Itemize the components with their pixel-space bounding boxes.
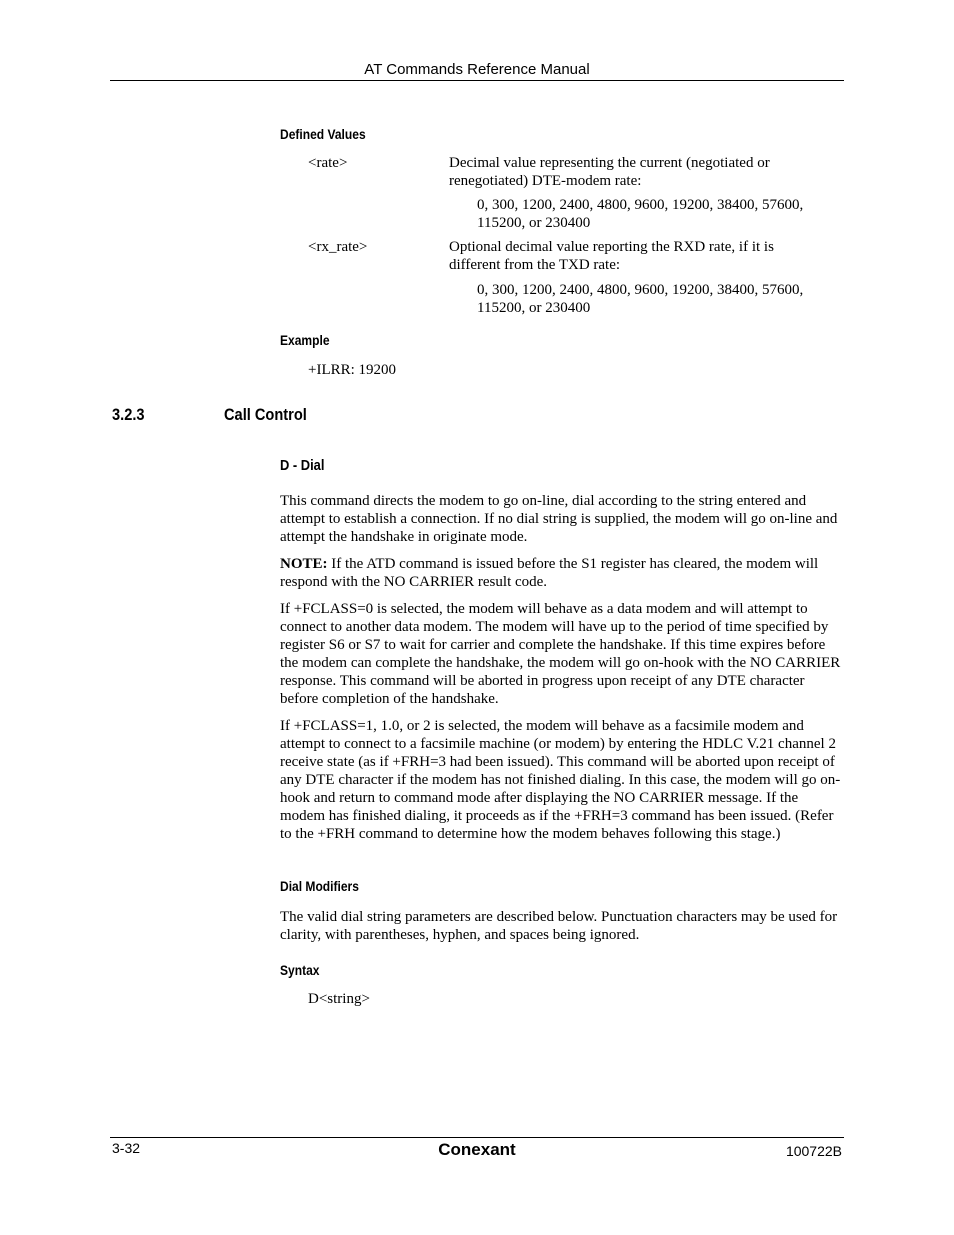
param-desc-rate: Decimal value representing the current (negotiated or renegotiated) DTE-modem rate:	[449, 155, 770, 189]
example-text: +ILRR: 19200	[308, 362, 397, 378]
footer-page-number: 3-32	[112, 1140, 141, 1156]
param-name-rx-rate: <rx_rate>	[308, 239, 368, 255]
footer-doc-number: 100722B	[785, 1143, 842, 1159]
header-rule	[110, 80, 844, 81]
param-name-rate: <rate>	[308, 155, 348, 171]
dial-paragraph-2: If +FCLASS=0 is selected, the modem will behave as a data modem and will attempt to connect to another data modem. The modem will have up to the period of time specified by register S6 or S7 to wait for carrier and complete the handshake. If this time expires before the modem can complete the handshake, the modem will go on-hook with the NO CARRIER response. This command will be aborted in progress upon receipt of any DTE character before completion of the handshake.	[280, 601, 841, 707]
param-values-rate: 0, 300, 1200, 2400, 4800, 9600, 19200, 38400, 57600, 115200, or 230400	[477, 197, 804, 231]
example-heading: Example	[280, 332, 330, 348]
footer-rule	[110, 1137, 844, 1138]
dial-paragraph-1: This command directs the modem to go on-line, dial according to the string entered and attempt to establish a connection. If no dial string is supplied, the modem will go on-line and attempt the handshake in originate mode.	[280, 493, 838, 545]
section-title: Call Control	[224, 405, 307, 424]
footer-company: Conexant	[438, 1140, 516, 1159]
param-desc-rx-rate: Optional decimal value reporting the RXD rate, if it is different from the TXD rate:	[449, 239, 774, 273]
running-header: AT Commands Reference Manual	[364, 61, 590, 78]
dial-heading: D - Dial	[280, 457, 325, 474]
note-text: If the ATD command is issued before the S1 register has cleared, the modem will respond with the NO CARRIER result code.	[280, 556, 819, 590]
param-values-rx-rate: 0, 300, 1200, 2400, 4800, 9600, 19200, 38400, 57600, 115200, or 230400	[477, 282, 804, 316]
dial-modifiers-heading: Dial Modifiers	[280, 878, 359, 894]
section-number: 3.2.3	[112, 405, 145, 424]
defined-values-heading: Defined Values	[280, 126, 366, 142]
dial-modifiers-text: The valid dial string parameters are described below. Punctuation characters may be used for clarity, with parentheses, hyphen, and spaces being ignored.	[280, 909, 838, 943]
dial-note	[280, 555, 844, 591]
dial-paragraph-3: If +FCLASS=1, 1.0, or 2 is selected, the modem will behave as a facsimile modem and attempt to connect to a facsimile machine (or modem) by entering the HDLC V.21 channel 2 receive state (as if +FRH=3 had been issued). This command will be aborted upon receipt of any DTE character if the modem has not finished dialing. In this case, the modem will go on-hook and return to command mode after displaying the NO CARRIER message. If the modem has finished dialing, it proceeds as if the +FRH=3 command has been issued. (Refer to the +FRH command to determine how the modem behaves following this stage.)	[280, 718, 841, 842]
syntax-heading: Syntax	[280, 962, 320, 978]
note-label: NOTE:	[280, 556, 328, 572]
syntax-text: D<string>	[308, 991, 370, 1007]
